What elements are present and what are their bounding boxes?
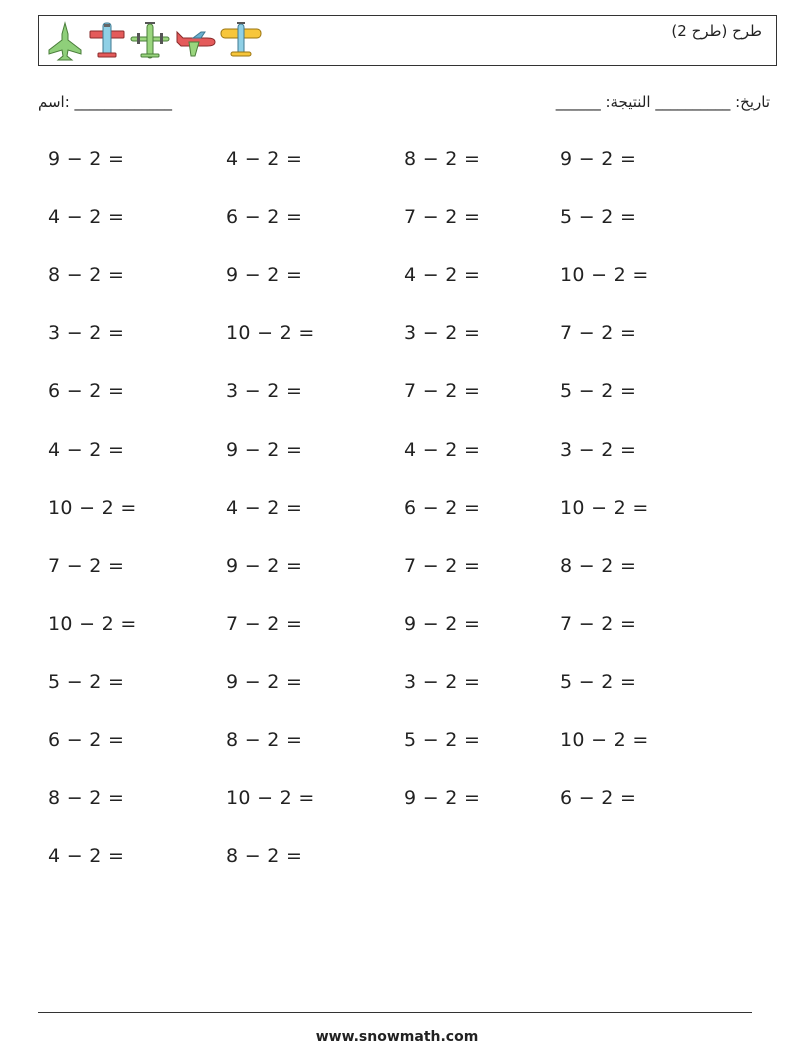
problem-item: 4 − 2 = xyxy=(48,206,125,228)
problem-item: 4 − 2 = xyxy=(404,439,481,461)
problem-item: 9 − 2 = xyxy=(226,264,303,286)
problem-item: 7 − 2 = xyxy=(226,613,303,635)
problem-item: 9 − 2 = xyxy=(404,613,481,635)
problem-item: 7 − 2 = xyxy=(404,555,481,577)
problem-item: 3 − 2 = xyxy=(404,322,481,344)
problem-item: 10 − 2 = xyxy=(48,497,137,519)
footer-url: www.snowmath.com xyxy=(315,1029,479,1045)
problem-item: 4 − 2 = xyxy=(48,439,125,461)
problem-item: 7 − 2 = xyxy=(404,380,481,402)
problem-item: 5 − 2 = xyxy=(560,671,637,693)
problem-item: 4 − 2 = xyxy=(48,845,125,867)
problem-item: 5 − 2 = xyxy=(560,380,637,402)
problem-item: 5 − 2 = xyxy=(48,671,125,693)
problem-item: 3 − 2 = xyxy=(226,380,303,402)
problem-item: 10 − 2 = xyxy=(560,729,649,751)
problem-item: 3 − 2 = xyxy=(404,671,481,693)
problem-item: 4 − 2 = xyxy=(226,148,303,170)
header-box xyxy=(38,15,777,66)
problem-item: 6 − 2 = xyxy=(226,206,303,228)
plane-4-icon xyxy=(173,20,217,62)
plane-5-icon xyxy=(219,20,263,62)
plane-2-icon xyxy=(87,20,127,62)
problem-item: 10 − 2 = xyxy=(560,264,649,286)
problem-item: 8 − 2 = xyxy=(48,264,125,286)
problem-item: 8 − 2 = xyxy=(226,845,303,867)
problem-item: 8 − 2 = xyxy=(226,729,303,751)
date-score-field: ______ :تاريخ: __________ النتيجة xyxy=(555,93,770,111)
problem-item: 3 − 2 = xyxy=(560,439,637,461)
problem-item: 4 − 2 = xyxy=(404,264,481,286)
problem-item: 9 − 2 = xyxy=(226,671,303,693)
worksheet-title: طرح (طرح 2) xyxy=(671,22,762,40)
problem-item: 8 − 2 = xyxy=(560,555,637,577)
problem-item: 6 − 2 = xyxy=(560,787,637,809)
problem-item: 3 − 2 = xyxy=(48,322,125,344)
problem-item: 7 − 2 = xyxy=(404,206,481,228)
plane-icons xyxy=(45,20,263,62)
problem-item: 6 − 2 = xyxy=(404,497,481,519)
problem-item: 10 − 2 = xyxy=(48,613,137,635)
problem-item: 9 − 2 = xyxy=(226,555,303,577)
problem-item: 7 − 2 = xyxy=(560,322,637,344)
problem-item: 8 − 2 = xyxy=(404,148,481,170)
plane-3-icon xyxy=(129,20,171,62)
problem-item: 9 − 2 = xyxy=(226,439,303,461)
problem-item: 5 − 2 = xyxy=(404,729,481,751)
plane-1-icon xyxy=(45,20,85,62)
problem-item: 9 − 2 = xyxy=(404,787,481,809)
problem-item: 5 − 2 = xyxy=(560,206,637,228)
problem-item: 10 − 2 = xyxy=(560,497,649,519)
problem-item: 7 − 2 = xyxy=(48,555,125,577)
problem-item: 4 − 2 = xyxy=(226,497,303,519)
problem-item: 8 − 2 = xyxy=(48,787,125,809)
problem-item: 7 − 2 = xyxy=(560,613,637,635)
problem-item: 9 − 2 = xyxy=(560,148,637,170)
footer-divider xyxy=(38,1012,752,1013)
problem-item: 9 − 2 = xyxy=(48,148,125,170)
problem-item: 10 − 2 = xyxy=(226,787,315,809)
problem-item: 6 − 2 = xyxy=(48,380,125,402)
name-field: اسم: _____________ xyxy=(38,93,173,111)
problem-item: 10 − 2 = xyxy=(226,322,315,344)
problem-item: 6 − 2 = xyxy=(48,729,125,751)
